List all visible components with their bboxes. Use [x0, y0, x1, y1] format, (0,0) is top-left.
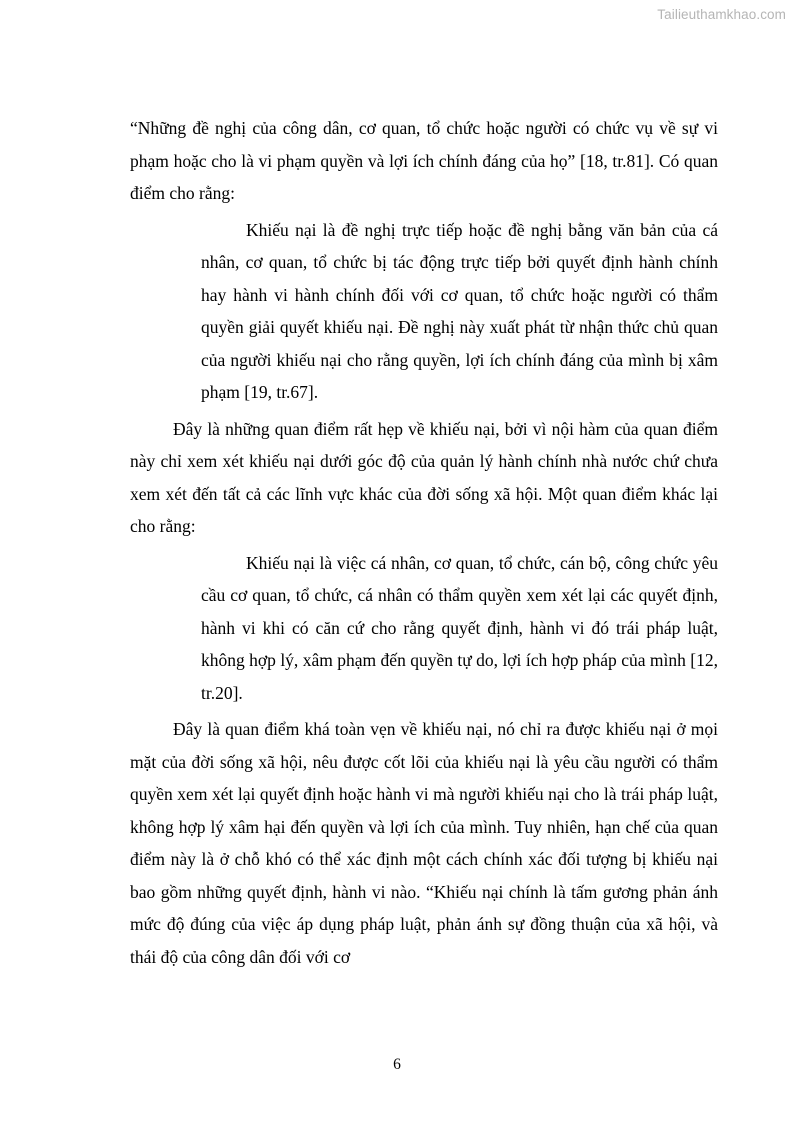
paragraph-1: “Những đề nghị của công dân, cơ quan, tổ chức hoặc người có chức vụ về sự vi phạm hoặc cho là vi phạm quyền và lợi ích chính đáng của họ” [18, tr.81]. Có quan điểm cho rằng:	[130, 118, 718, 203]
document-body	[130, 112, 718, 973]
page-number: 6	[393, 1056, 401, 1073]
block-quote-1: Khiếu nại là đề nghị trực tiếp hoặc đề nghị bằng văn bản của cá nhân, cơ quan, tổ chức bị tác động trực tiếp bởi quyết định hành chính hay hành vi hành chính đối với cơ quan, tổ chức hoặc người có thẩm quyền giải quyết khiếu nại. Đề nghị này xuất phát từ nhận thức chủ quan của người khiếu nại cho rằng quyền, lợi ích chính đáng của mình bị xâm phạm [19, tr.67].	[201, 219, 718, 402]
paragraph-2: Đây là những quan điểm rất hẹp về khiếu nại, bởi vì nội hàm của quan điểm này chỉ xem xét khiếu nại dưới góc độ của quản lý hành chính nhà nước chứ chưa xem xét đến tất cả các lĩnh vực khác của đời sống xã hội. Một quan điểm khác lại cho rằng:	[130, 418, 718, 536]
block-quote-2: Khiếu nại là việc cá nhân, cơ quan, tổ chức, cán bộ, công chức yêu cầu cơ quan, tổ chức, cá nhân có thẩm quyền xem xét lại các quyết định, hành vi khi có căn cứ cho rằng quyết định, hành vi đó trái pháp luật, không hợp lý, xâm phạm đến quyền tự do, lợi ích hợp pháp của mình [12, tr.20].	[201, 552, 718, 703]
watermark-text: Tailieuthamkhao.com	[657, 7, 786, 22]
paragraph-3: Đây là quan điểm khá toàn vẹn về khiếu nại, nó chỉ ra được khiếu nại ở mọi mặt của đời sống xã hội, nêu được cốt lõi của khiếu nại là yêu cầu người có thẩm quyền xem xét lại quyết định hoặc hành vi mà người khiếu nại cho là trái pháp luật, không hợp lý xâm hại đến quyền và lợi ích của mình. Tuy nhiên, hạn chế của quan điểm này là ở chỗ khó có thể xác định một cách chính xác đối tượng bị khiếu nại bao gồm những quyết định, hành vi nào. “Khiếu nại chính là tấm gương phản ánh mức độ đúng của việc áp dụng pháp luật, phản ánh sự đồng thuận của xã hội, và thái độ của công dân đối với cơ	[130, 719, 718, 967]
